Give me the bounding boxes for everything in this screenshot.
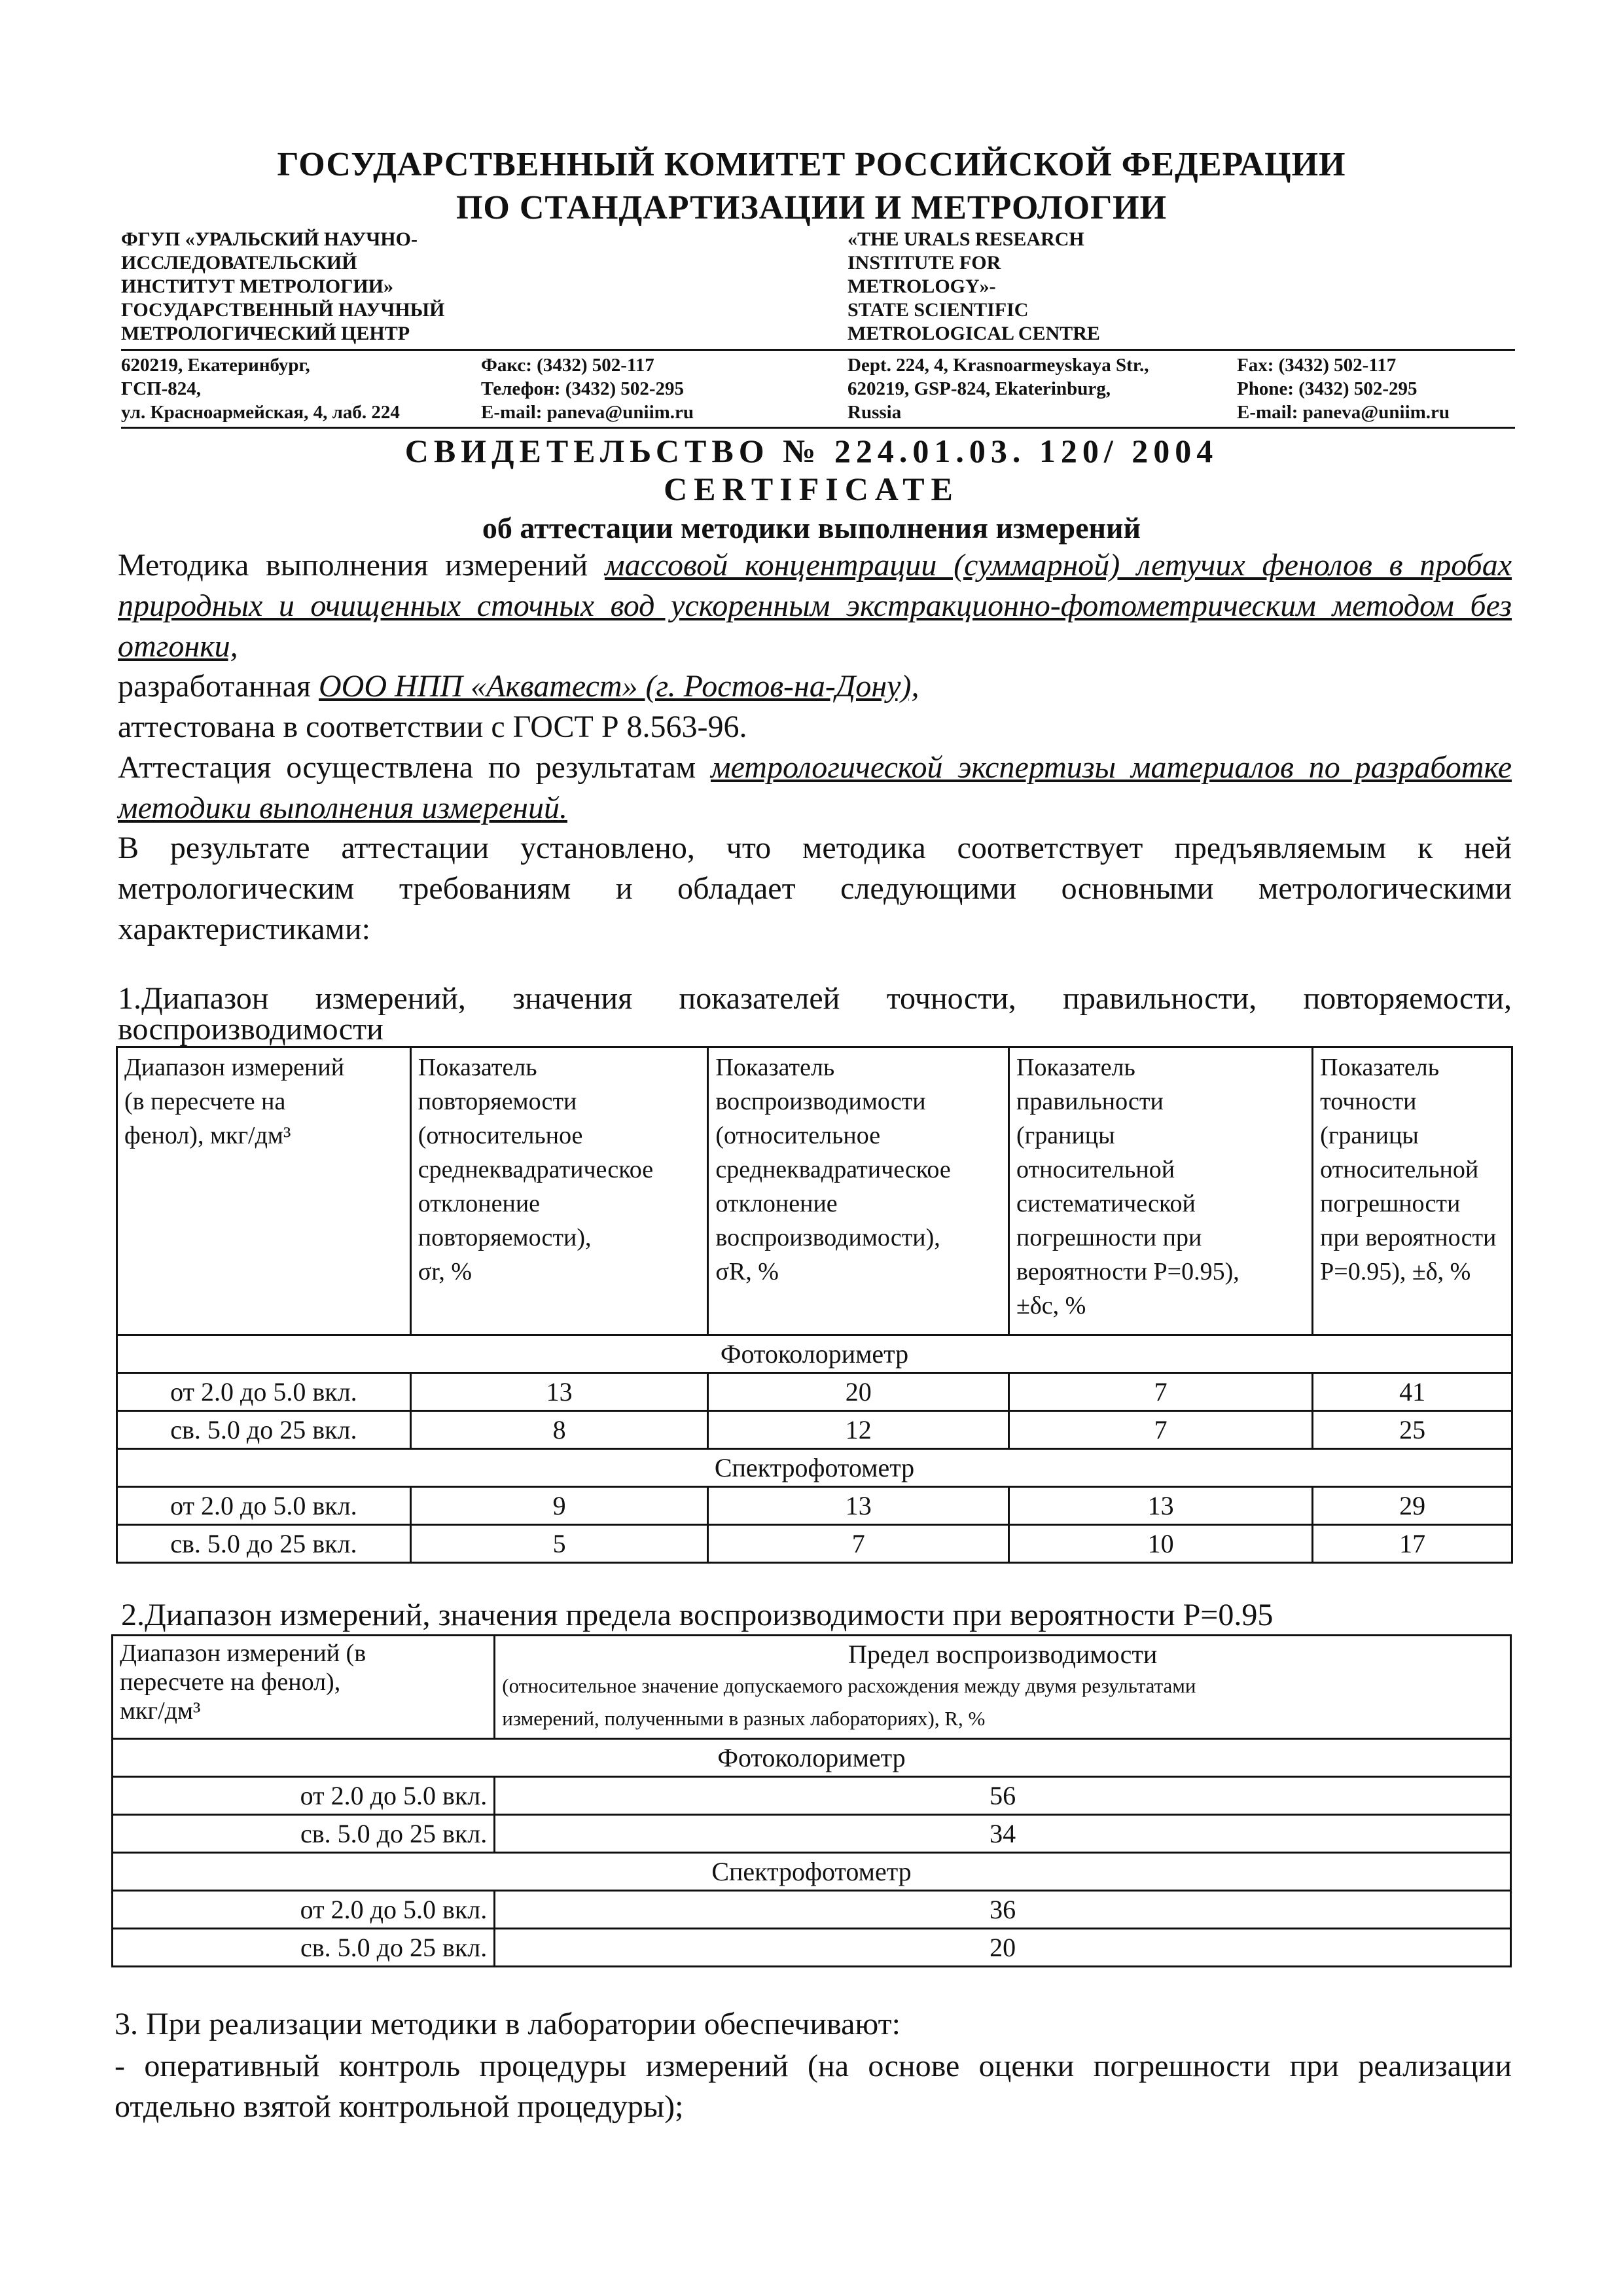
contacts-ru-line: Факс: (3432) 502-117 bbox=[481, 355, 654, 376]
header-divider-bottom bbox=[121, 427, 1515, 429]
address-ru-line: 620219, Екатеринбург, bbox=[121, 355, 310, 376]
cell-value: 7 bbox=[1009, 1373, 1313, 1411]
institute-ru bbox=[121, 228, 444, 346]
cell-range: св. 5.0 до 25 вкл. bbox=[113, 1929, 495, 1967]
header-reproducibility bbox=[708, 1047, 1009, 1335]
paragraph-result: В результате аттестации установлено, что методика соответствует предъявляемым к ней метрологическим требованиям и обладает следующими основными метрологическими характеристиками: bbox=[118, 831, 1512, 946]
header-text: повторяемости), bbox=[418, 1224, 592, 1251]
header-range bbox=[117, 1047, 411, 1335]
header-text: Диапазон измерений bbox=[124, 1054, 345, 1081]
group-spectrophotometer: Спектрофотометр bbox=[117, 1449, 1512, 1487]
header-text: погрешности при bbox=[1016, 1224, 1202, 1251]
table-row bbox=[113, 1891, 1511, 1929]
certificate-number: СВИДЕТЕЛЬСТВО № 224.01.03. 120/ 2004 bbox=[404, 433, 1219, 469]
cell-value: 20 bbox=[495, 1929, 1511, 1967]
institute-en bbox=[847, 228, 1100, 346]
header-text: точности bbox=[1320, 1088, 1417, 1115]
header-text: (границы bbox=[1320, 1122, 1419, 1149]
table-group-row bbox=[113, 1853, 1511, 1891]
method-label: Методика выполнения измерений bbox=[118, 548, 588, 583]
cell-value: 9 bbox=[410, 1487, 708, 1525]
cell-value: 25 bbox=[1313, 1411, 1512, 1449]
table-row bbox=[117, 1487, 1512, 1525]
cell-value: 8 bbox=[410, 1411, 708, 1449]
attestation-basis: метрологической экспертизы материалов по разработке методики выполнения измерений. bbox=[118, 750, 1512, 825]
cell-value: 41 bbox=[1313, 1373, 1512, 1411]
contacts-en-line: Fax: (3432) 502-117 bbox=[1237, 355, 1397, 376]
header-divider-top bbox=[121, 349, 1515, 351]
group-spectrophotometer: Спектрофотометр bbox=[113, 1853, 1511, 1891]
header-accuracy bbox=[1313, 1047, 1512, 1335]
header-text: относительной bbox=[1016, 1156, 1175, 1183]
reproducibility-limit-table bbox=[111, 1634, 1512, 1967]
cell-value: 29 bbox=[1313, 1487, 1512, 1525]
header-text: относительной bbox=[1320, 1156, 1479, 1183]
header-text: (в пересчете на bbox=[124, 1088, 286, 1115]
table-group-row bbox=[117, 1335, 1512, 1373]
institute-en-line: METROLOGICAL CENTRE bbox=[847, 323, 1100, 344]
header-text: среднеквадратическое bbox=[418, 1156, 654, 1183]
characteristics-table bbox=[116, 1046, 1513, 1564]
attestation-label: Аттестация осуществлена по результатам bbox=[118, 750, 696, 785]
certificate-title-en: CERTIFICATE bbox=[664, 471, 959, 507]
table-group-row bbox=[113, 1739, 1511, 1777]
group-photocolorimeter: Фотоколориметр bbox=[117, 1335, 1512, 1373]
table-row bbox=[113, 1929, 1511, 1967]
paragraph-developer bbox=[118, 666, 1512, 707]
cell-value: 7 bbox=[1009, 1411, 1313, 1449]
institute-en-line: STATE SCIENTIFIC bbox=[847, 299, 1029, 321]
header-text: среднеквадратическое bbox=[715, 1156, 951, 1183]
contacts-en bbox=[1237, 353, 1450, 424]
certificate-subtitle: об аттестации методики выполнения измерений bbox=[482, 511, 1141, 545]
header-text: P=0.95), ±δ, % bbox=[1320, 1258, 1471, 1285]
contacts-ru-line: E-mail: paneva@uniim.ru bbox=[481, 402, 694, 423]
header-text: Диапазон измерений (в bbox=[120, 1640, 366, 1667]
cell-value: 13 bbox=[1009, 1487, 1313, 1525]
header-text: вероятности P=0.95), bbox=[1016, 1258, 1240, 1285]
address-en-line: Russia bbox=[847, 402, 902, 423]
contacts-en-line: Phone: (3432) 502-295 bbox=[1237, 378, 1418, 399]
contacts-ru bbox=[481, 353, 694, 424]
cell-value: 7 bbox=[708, 1525, 1009, 1563]
contacts-en-line: E-mail: paneva@uniim.ru bbox=[1237, 402, 1450, 423]
institute-ru-line: ИНСТИТУТ МЕТРОЛОГИИ» bbox=[121, 276, 393, 297]
developer-label: разработанная bbox=[118, 669, 311, 704]
institute-en-line: METROLOGY»- bbox=[847, 276, 996, 297]
developer-name: ООО НПП «Акватест» (г. Ростов-на-Дону), bbox=[318, 669, 919, 704]
institute-ru-line: МЕТРОЛОГИЧЕСКИЙ ЦЕНТР bbox=[121, 323, 410, 344]
cell-range: от 2.0 до 5.0 вкл. bbox=[117, 1373, 411, 1411]
address-ru-line: ул. Красноармейская, 4, лаб. 224 bbox=[121, 402, 400, 423]
header-text: отклонение bbox=[715, 1190, 838, 1217]
header-text: мкг/дм³ bbox=[120, 1697, 201, 1725]
header-text: σR, % bbox=[715, 1258, 779, 1285]
section2-title: 2.Диапазон измерений, значения предела воспроизводимости при вероятности P=0.95 bbox=[121, 1598, 1274, 1632]
committee-title-line1: ГОСУДАРСТВЕННЫЙ КОМИТЕТ РОССИЙСКОЙ ФЕДЕРАЦИИ bbox=[277, 146, 1346, 183]
method-name: массовой концентрации (суммарной) летучих фенолов в пробах природных и очищенных сточных вод ускоренным экстракционно-фотометрическим методом без отгонки, bbox=[118, 548, 1512, 664]
cell-value: 17 bbox=[1313, 1525, 1512, 1563]
header-repeatability bbox=[410, 1047, 708, 1335]
institute-en-line: INSTITUTE FOR bbox=[847, 252, 1001, 274]
cell-value: 13 bbox=[410, 1373, 708, 1411]
header-text: воспроизводимости), bbox=[715, 1224, 940, 1251]
table-group-row bbox=[117, 1449, 1512, 1487]
header-text: погрешности bbox=[1320, 1190, 1461, 1217]
header-text: Показатель bbox=[1320, 1054, 1440, 1081]
committee-title-line2: ПО СТАНДАРТИЗАЦИИ И МЕТРОЛОГИИ bbox=[455, 189, 1168, 226]
header-text: фенол), мкг/дм³ bbox=[124, 1122, 291, 1149]
address-en-line: Dept. 224, 4, Krasnoarmeyskaya Str., bbox=[847, 355, 1149, 376]
contacts-ru-line: Телефон: (3432) 502-295 bbox=[481, 378, 685, 399]
table-row bbox=[113, 1777, 1511, 1815]
header-reproducibility-limit bbox=[495, 1636, 1511, 1739]
cell-range: от 2.0 до 5.0 вкл. bbox=[117, 1487, 411, 1525]
header-text: (границы bbox=[1016, 1122, 1115, 1149]
table-header-row bbox=[117, 1047, 1512, 1335]
cell-range: от 2.0 до 5.0 вкл. bbox=[113, 1777, 495, 1815]
address-en-line: 620219, GSP-824, Ekaterinburg, bbox=[847, 378, 1111, 399]
address-ru-line: ГСП-824, bbox=[121, 378, 201, 399]
table-header-row bbox=[113, 1636, 1511, 1739]
address-en bbox=[847, 353, 1149, 424]
section1-title-line1: 1.Диапазон измерений, значения показателей точности, правильности, повторяемости, bbox=[118, 981, 1512, 1016]
institute-en-line: «THE URALS RESEARCH bbox=[847, 228, 1084, 250]
header-text: (относительное значение допускаемого расхождения между двумя результатами bbox=[502, 1674, 1196, 1697]
header-text: Предел воспроизводимости bbox=[847, 1640, 1158, 1669]
header-text: σr, % bbox=[418, 1258, 473, 1285]
cell-value: 10 bbox=[1009, 1525, 1313, 1563]
header-text: воспроизводимости bbox=[715, 1088, 926, 1115]
section1-title-line2: воспроизводимости bbox=[118, 1012, 383, 1047]
header-trueness bbox=[1009, 1047, 1313, 1335]
header-text: при вероятности bbox=[1320, 1224, 1497, 1251]
paragraph-method bbox=[118, 545, 1512, 667]
address-ru bbox=[121, 353, 400, 424]
header-text: отклонение bbox=[418, 1190, 541, 1217]
header-text: Показатель bbox=[715, 1054, 835, 1081]
institute-ru-line: ФГУП «УРАЛЬСКИЙ НАУЧНО- bbox=[121, 228, 418, 250]
header-text: повторяемости bbox=[418, 1088, 577, 1115]
institute-ru-line: ИССЛЕДОВАТЕЛЬСКИЙ bbox=[121, 252, 357, 274]
header-text: систематической bbox=[1016, 1190, 1196, 1217]
cell-value: 12 bbox=[708, 1411, 1009, 1449]
cell-value: 56 bbox=[495, 1777, 1511, 1815]
table-row bbox=[117, 1525, 1512, 1563]
institute-ru-line: ГОСУДАРСТВЕННЫЙ НАУЧНЫЙ bbox=[121, 299, 445, 321]
header-text: Показатель bbox=[418, 1054, 537, 1081]
table-row bbox=[113, 1815, 1511, 1853]
header-text: ±δc, % bbox=[1016, 1292, 1086, 1319]
section3-title: 3. При реализации методики в лаборатории обеспечивают: bbox=[115, 2007, 901, 2041]
header-range bbox=[113, 1636, 495, 1739]
section3-item1: - оперативный контроль процедуры измерений (на основе оценки погрешности при реализации отдельно взятой контрольной процедуры); bbox=[115, 2049, 1512, 2124]
header-text: пересчете на фенол), bbox=[120, 1668, 341, 1696]
table-row bbox=[117, 1373, 1512, 1411]
header-text: измерений, полученными в разных лабораториях), R, % bbox=[502, 1707, 986, 1730]
paragraph-gost: аттестована в соответствии с ГОСТ Р 8.563-96. bbox=[118, 709, 747, 744]
cell-value: 36 bbox=[495, 1891, 1511, 1929]
cell-range: св. 5.0 до 25 вкл. bbox=[113, 1815, 495, 1853]
cell-value: 34 bbox=[495, 1815, 1511, 1853]
cell-value: 20 bbox=[708, 1373, 1009, 1411]
table-row bbox=[117, 1411, 1512, 1449]
header-text: правильности bbox=[1016, 1088, 1164, 1115]
cell-value: 13 bbox=[708, 1487, 1009, 1525]
header-text: (относительное bbox=[715, 1122, 881, 1149]
paragraph-attestation bbox=[118, 747, 1512, 829]
cell-range: от 2.0 до 5.0 вкл. bbox=[113, 1891, 495, 1929]
cell-range: св. 5.0 до 25 вкл. bbox=[117, 1525, 411, 1563]
cell-value: 5 bbox=[410, 1525, 708, 1563]
cell-range: св. 5.0 до 25 вкл. bbox=[117, 1411, 411, 1449]
group-photocolorimeter: Фотоколориметр bbox=[113, 1739, 1511, 1777]
header-text: Показатель bbox=[1016, 1054, 1135, 1081]
header-text: (относительное bbox=[418, 1122, 583, 1149]
